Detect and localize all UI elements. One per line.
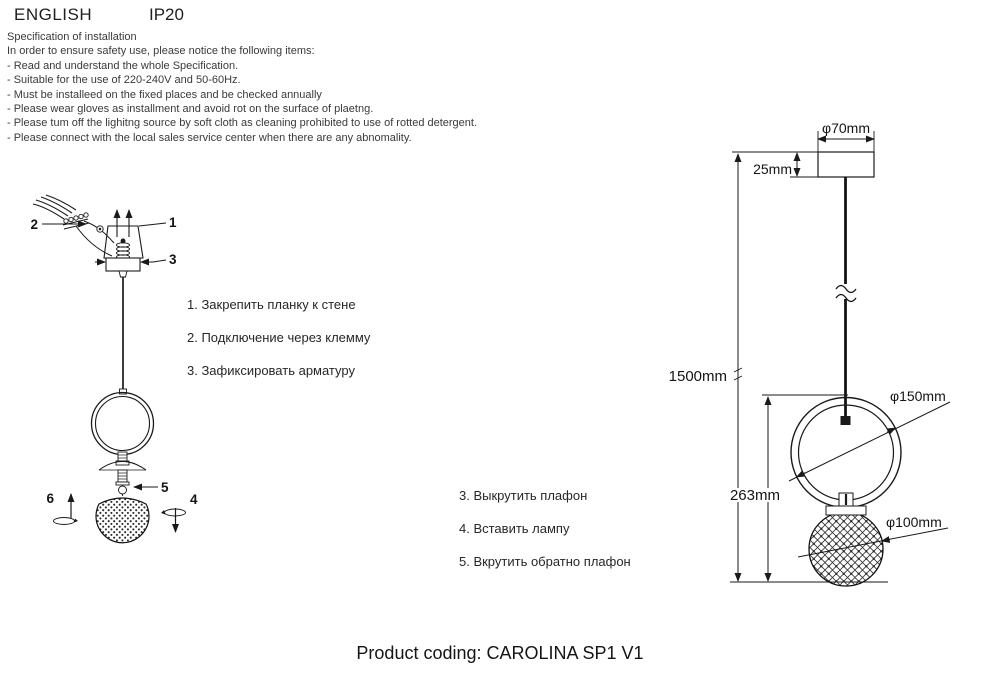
mount-step: 2. Подключение через клемму [187,330,371,345]
spec-item: - Please tum off the lighitng source by soft cloth as cleaning prohibited to use of rotted detergent. [7,117,478,130]
leader-part-1 [139,223,166,226]
lamp-steps [459,488,631,587]
spec-item: - Please wear gloves as installment and avoid rot on the surface of plaetng. [7,102,374,115]
crystal-shade [96,498,149,543]
supply-wires [33,195,76,219]
shade-cap [826,506,866,515]
dim-ring-diameter: φ150mm [890,388,946,404]
dim-line-ring-diameter [789,402,950,481]
dimension-drawing [655,105,980,605]
part-label-3: 3 [169,252,177,267]
spec-item: - Must be installeed on the fixed places and be checked annually [7,88,322,101]
specification-block [7,30,477,145]
rotate-arrowhead-left [74,519,78,523]
ring-top-connector-side [841,416,851,425]
lamp-step: 5. Вкрутить обратно плафон [459,554,631,569]
mount-step: 3. Зафиксировать арматуру [187,363,355,378]
ceiling-canopy [106,258,140,271]
lamp-socket [116,470,129,496]
part-label-4: 4 [190,492,198,507]
lamp-step: 4. Вставить лампу [459,521,570,536]
part-label-2: 2 [30,217,38,232]
dim-fixture-height: 263mm [729,487,780,504]
rotate-indicator-left [54,518,75,525]
spec-item: - Please connect with the local sales service center when there are any abnomality. [7,131,412,144]
lamp-holder [116,452,129,465]
mount-step: 1. Закрепить планку к стене [187,297,356,312]
cable-grommet-center [99,228,102,231]
part-label-1: 1 [169,215,177,230]
part-label-5: 5 [161,480,169,495]
leader-part-3 [153,260,166,262]
spec-item: - Read and understand the whole Specification. [7,59,239,72]
dim-shade-diameter: φ100mm [886,514,942,530]
canopy-nipple [119,271,127,277]
dim-suspension-length: 1500mm [668,368,727,385]
spec-intro: In order to ensure safety use, please notice the following items: [7,45,315,58]
part-label-6: 6 [46,491,54,506]
lamp-step: 3. Выкрутить плафон [459,488,588,503]
dim-canopy-height: 25mm [753,161,792,177]
ceiling-canopy-side [818,152,874,177]
product-coding: Product coding: CAROLINA SP1 V1 [356,643,644,663]
dim-canopy-diameter: φ70mm [822,120,870,136]
language-title: ENGLISH [14,5,93,24]
decorative-ring [92,393,154,455]
spec-title: Specification of installation [7,31,137,43]
mounting-steps [187,297,370,396]
spec-item: - Suitable for the use of 220-240V and 50-60Hz. [7,74,241,87]
crystal-ball-shade [809,512,883,586]
ip-rating: IP20 [149,5,184,24]
